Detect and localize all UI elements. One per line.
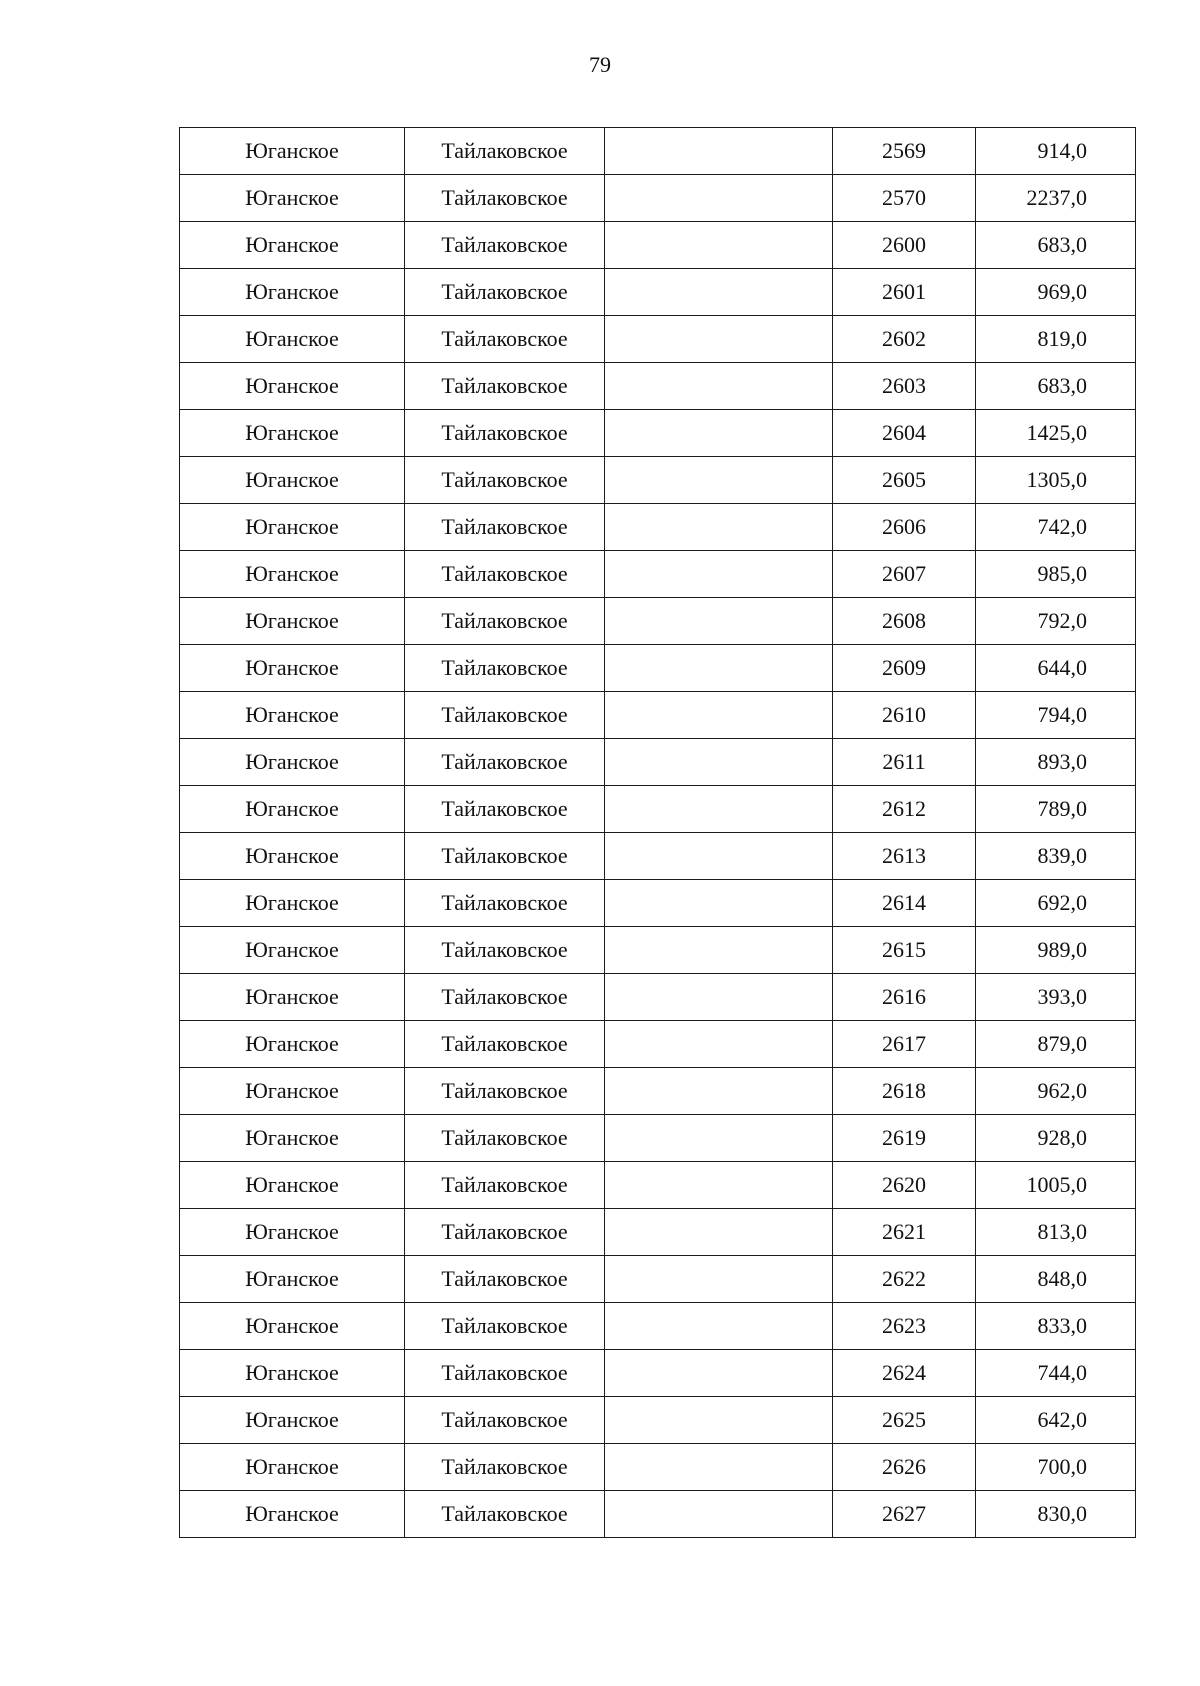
well-number-cell: 2616 <box>833 974 976 1021</box>
value-cell: 700,0 <box>976 1444 1136 1491</box>
deposit-cell: Юганское <box>180 457 405 504</box>
empty-cell <box>605 457 833 504</box>
table-row <box>180 551 1136 598</box>
empty-cell <box>605 1209 833 1256</box>
value-cell: 1305,0 <box>976 457 1136 504</box>
empty-cell <box>605 1303 833 1350</box>
well-number-cell: 2615 <box>833 927 976 974</box>
field-cell: Тайлаковское <box>405 927 605 974</box>
well-number-cell: 2627 <box>833 1491 976 1538</box>
well-number-cell: 2625 <box>833 1397 976 1444</box>
value-cell: 848,0 <box>976 1256 1136 1303</box>
field-cell: Тайлаковское <box>405 786 605 833</box>
well-number-cell: 2607 <box>833 551 976 598</box>
well-number-cell: 2612 <box>833 786 976 833</box>
empty-cell <box>605 1256 833 1303</box>
empty-cell <box>605 410 833 457</box>
table-row <box>180 410 1136 457</box>
table-row <box>180 1491 1136 1538</box>
well-number-cell: 2569 <box>833 128 976 175</box>
deposit-cell: Юганское <box>180 269 405 316</box>
field-cell: Тайлаковское <box>405 551 605 598</box>
field-cell: Тайлаковское <box>405 1303 605 1350</box>
empty-cell <box>605 786 833 833</box>
value-cell: 683,0 <box>976 363 1136 410</box>
deposit-cell: Юганское <box>180 598 405 645</box>
deposit-cell: Юганское <box>180 1444 405 1491</box>
value-cell: 830,0 <box>976 1491 1136 1538</box>
well-number-cell: 2622 <box>833 1256 976 1303</box>
table-row <box>180 128 1136 175</box>
table-body <box>180 128 1136 1538</box>
empty-cell <box>605 692 833 739</box>
field-cell: Тайлаковское <box>405 1162 605 1209</box>
deposit-cell: Юганское <box>180 974 405 1021</box>
value-cell: 962,0 <box>976 1068 1136 1115</box>
deposit-cell: Юганское <box>180 1350 405 1397</box>
deposit-cell: Юганское <box>180 1115 405 1162</box>
deposit-cell: Юганское <box>180 833 405 880</box>
deposit-cell: Юганское <box>180 1303 405 1350</box>
table-row <box>180 880 1136 927</box>
empty-cell <box>605 269 833 316</box>
well-number-cell: 2619 <box>833 1115 976 1162</box>
table-row <box>180 316 1136 363</box>
value-cell: 928,0 <box>976 1115 1136 1162</box>
table-row <box>180 645 1136 692</box>
table-row <box>180 1209 1136 1256</box>
empty-cell <box>605 363 833 410</box>
well-number-cell: 2601 <box>833 269 976 316</box>
field-cell: Тайлаковское <box>405 457 605 504</box>
table-row <box>180 1115 1136 1162</box>
value-cell: 794,0 <box>976 692 1136 739</box>
field-cell: Тайлаковское <box>405 175 605 222</box>
field-cell: Тайлаковское <box>405 222 605 269</box>
field-cell: Тайлаковское <box>405 128 605 175</box>
field-cell: Тайлаковское <box>405 645 605 692</box>
table-row <box>180 598 1136 645</box>
deposit-cell: Юганское <box>180 1021 405 1068</box>
table-row <box>180 786 1136 833</box>
empty-cell <box>605 1115 833 1162</box>
well-number-cell: 2624 <box>833 1350 976 1397</box>
empty-cell <box>605 974 833 1021</box>
value-cell: 792,0 <box>976 598 1136 645</box>
deposit-cell: Юганское <box>180 316 405 363</box>
deposit-cell: Юганское <box>180 1068 405 1115</box>
empty-cell <box>605 551 833 598</box>
well-number-cell: 2618 <box>833 1068 976 1115</box>
deposit-cell: Юганское <box>180 645 405 692</box>
value-cell: 914,0 <box>976 128 1136 175</box>
well-number-cell: 2617 <box>833 1021 976 1068</box>
well-number-cell: 2602 <box>833 316 976 363</box>
deposit-cell: Юганское <box>180 739 405 786</box>
value-cell: 1005,0 <box>976 1162 1136 1209</box>
table-row <box>180 1068 1136 1115</box>
well-number-cell: 2609 <box>833 645 976 692</box>
deposit-cell: Юганское <box>180 1491 405 1538</box>
value-cell: 644,0 <box>976 645 1136 692</box>
field-cell: Тайлаковское <box>405 598 605 645</box>
empty-cell <box>605 1021 833 1068</box>
value-cell: 893,0 <box>976 739 1136 786</box>
deposit-cell: Юганское <box>180 692 405 739</box>
value-cell: 683,0 <box>976 222 1136 269</box>
deposit-cell: Юганское <box>180 1209 405 1256</box>
deposit-cell: Юганское <box>180 786 405 833</box>
well-number-cell: 2570 <box>833 175 976 222</box>
value-cell: 744,0 <box>976 1350 1136 1397</box>
well-number-cell: 2606 <box>833 504 976 551</box>
field-cell: Тайлаковское <box>405 880 605 927</box>
value-cell: 393,0 <box>976 974 1136 1021</box>
value-cell: 2237,0 <box>976 175 1136 222</box>
value-cell: 1425,0 <box>976 410 1136 457</box>
field-cell: Тайлаковское <box>405 363 605 410</box>
table-row <box>180 1303 1136 1350</box>
value-cell: 692,0 <box>976 880 1136 927</box>
table-row <box>180 457 1136 504</box>
well-number-cell: 2611 <box>833 739 976 786</box>
field-cell: Тайлаковское <box>405 1444 605 1491</box>
table-row <box>180 269 1136 316</box>
table-row <box>180 927 1136 974</box>
deposit-cell: Юганское <box>180 504 405 551</box>
data-table <box>179 127 1136 1538</box>
empty-cell <box>605 1350 833 1397</box>
table-row <box>180 504 1136 551</box>
table-row <box>180 363 1136 410</box>
deposit-cell: Юганское <box>180 128 405 175</box>
deposit-cell: Юганское <box>180 927 405 974</box>
well-number-cell: 2621 <box>833 1209 976 1256</box>
deposit-cell: Юганское <box>180 222 405 269</box>
table-row <box>180 974 1136 1021</box>
value-cell: 989,0 <box>976 927 1136 974</box>
empty-cell <box>605 1162 833 1209</box>
field-cell: Тайлаковское <box>405 1021 605 1068</box>
empty-cell <box>605 222 833 269</box>
field-cell: Тайлаковское <box>405 1397 605 1444</box>
empty-cell <box>605 833 833 880</box>
field-cell: Тайлаковское <box>405 692 605 739</box>
value-cell: 642,0 <box>976 1397 1136 1444</box>
well-number-cell: 2623 <box>833 1303 976 1350</box>
value-cell: 742,0 <box>976 504 1136 551</box>
value-cell: 879,0 <box>976 1021 1136 1068</box>
empty-cell <box>605 504 833 551</box>
field-cell: Тайлаковское <box>405 1068 605 1115</box>
deposit-cell: Юганское <box>180 880 405 927</box>
well-number-cell: 2620 <box>833 1162 976 1209</box>
empty-cell <box>605 645 833 692</box>
empty-cell <box>605 927 833 974</box>
field-cell: Тайлаковское <box>405 974 605 1021</box>
field-cell: Тайлаковское <box>405 1209 605 1256</box>
empty-cell <box>605 316 833 363</box>
value-cell: 789,0 <box>976 786 1136 833</box>
value-cell: 969,0 <box>976 269 1136 316</box>
empty-cell <box>605 598 833 645</box>
value-cell: 819,0 <box>976 316 1136 363</box>
empty-cell <box>605 1444 833 1491</box>
field-cell: Тайлаковское <box>405 410 605 457</box>
field-cell: Тайлаковское <box>405 269 605 316</box>
empty-cell <box>605 1491 833 1538</box>
table-row <box>180 692 1136 739</box>
table-row <box>180 1350 1136 1397</box>
empty-cell <box>605 1397 833 1444</box>
empty-cell <box>605 739 833 786</box>
table-row <box>180 175 1136 222</box>
well-number-cell: 2604 <box>833 410 976 457</box>
field-cell: Тайлаковское <box>405 504 605 551</box>
empty-cell <box>605 1068 833 1115</box>
deposit-cell: Юганское <box>180 1256 405 1303</box>
deposit-cell: Юганское <box>180 551 405 598</box>
deposit-cell: Юганское <box>180 363 405 410</box>
empty-cell <box>605 128 833 175</box>
field-cell: Тайлаковское <box>405 1256 605 1303</box>
field-cell: Тайлаковское <box>405 316 605 363</box>
field-cell: Тайлаковское <box>405 739 605 786</box>
deposit-cell: Юганское <box>180 1162 405 1209</box>
well-number-cell: 2626 <box>833 1444 976 1491</box>
table-row <box>180 1256 1136 1303</box>
field-cell: Тайлаковское <box>405 1115 605 1162</box>
table-row <box>180 1021 1136 1068</box>
deposit-cell: Юганское <box>180 410 405 457</box>
well-number-cell: 2608 <box>833 598 976 645</box>
value-cell: 833,0 <box>976 1303 1136 1350</box>
page-number: 79 <box>589 52 611 77</box>
table-row <box>180 1397 1136 1444</box>
value-cell: 839,0 <box>976 833 1136 880</box>
value-cell: 985,0 <box>976 551 1136 598</box>
well-number-cell: 2613 <box>833 833 976 880</box>
well-number-cell: 2614 <box>833 880 976 927</box>
field-cell: Тайлаковское <box>405 1491 605 1538</box>
value-cell: 813,0 <box>976 1209 1136 1256</box>
table-row <box>180 833 1136 880</box>
empty-cell <box>605 175 833 222</box>
deposit-cell: Юганское <box>180 1397 405 1444</box>
well-number-cell: 2605 <box>833 457 976 504</box>
table-row <box>180 1162 1136 1209</box>
field-cell: Тайлаковское <box>405 833 605 880</box>
well-number-cell: 2603 <box>833 363 976 410</box>
well-number-cell: 2610 <box>833 692 976 739</box>
empty-cell <box>605 880 833 927</box>
field-cell: Тайлаковское <box>405 1350 605 1397</box>
deposit-cell: Юганское <box>180 175 405 222</box>
table-row <box>180 739 1136 786</box>
well-number-cell: 2600 <box>833 222 976 269</box>
table-row <box>180 1444 1136 1491</box>
table-row <box>180 222 1136 269</box>
